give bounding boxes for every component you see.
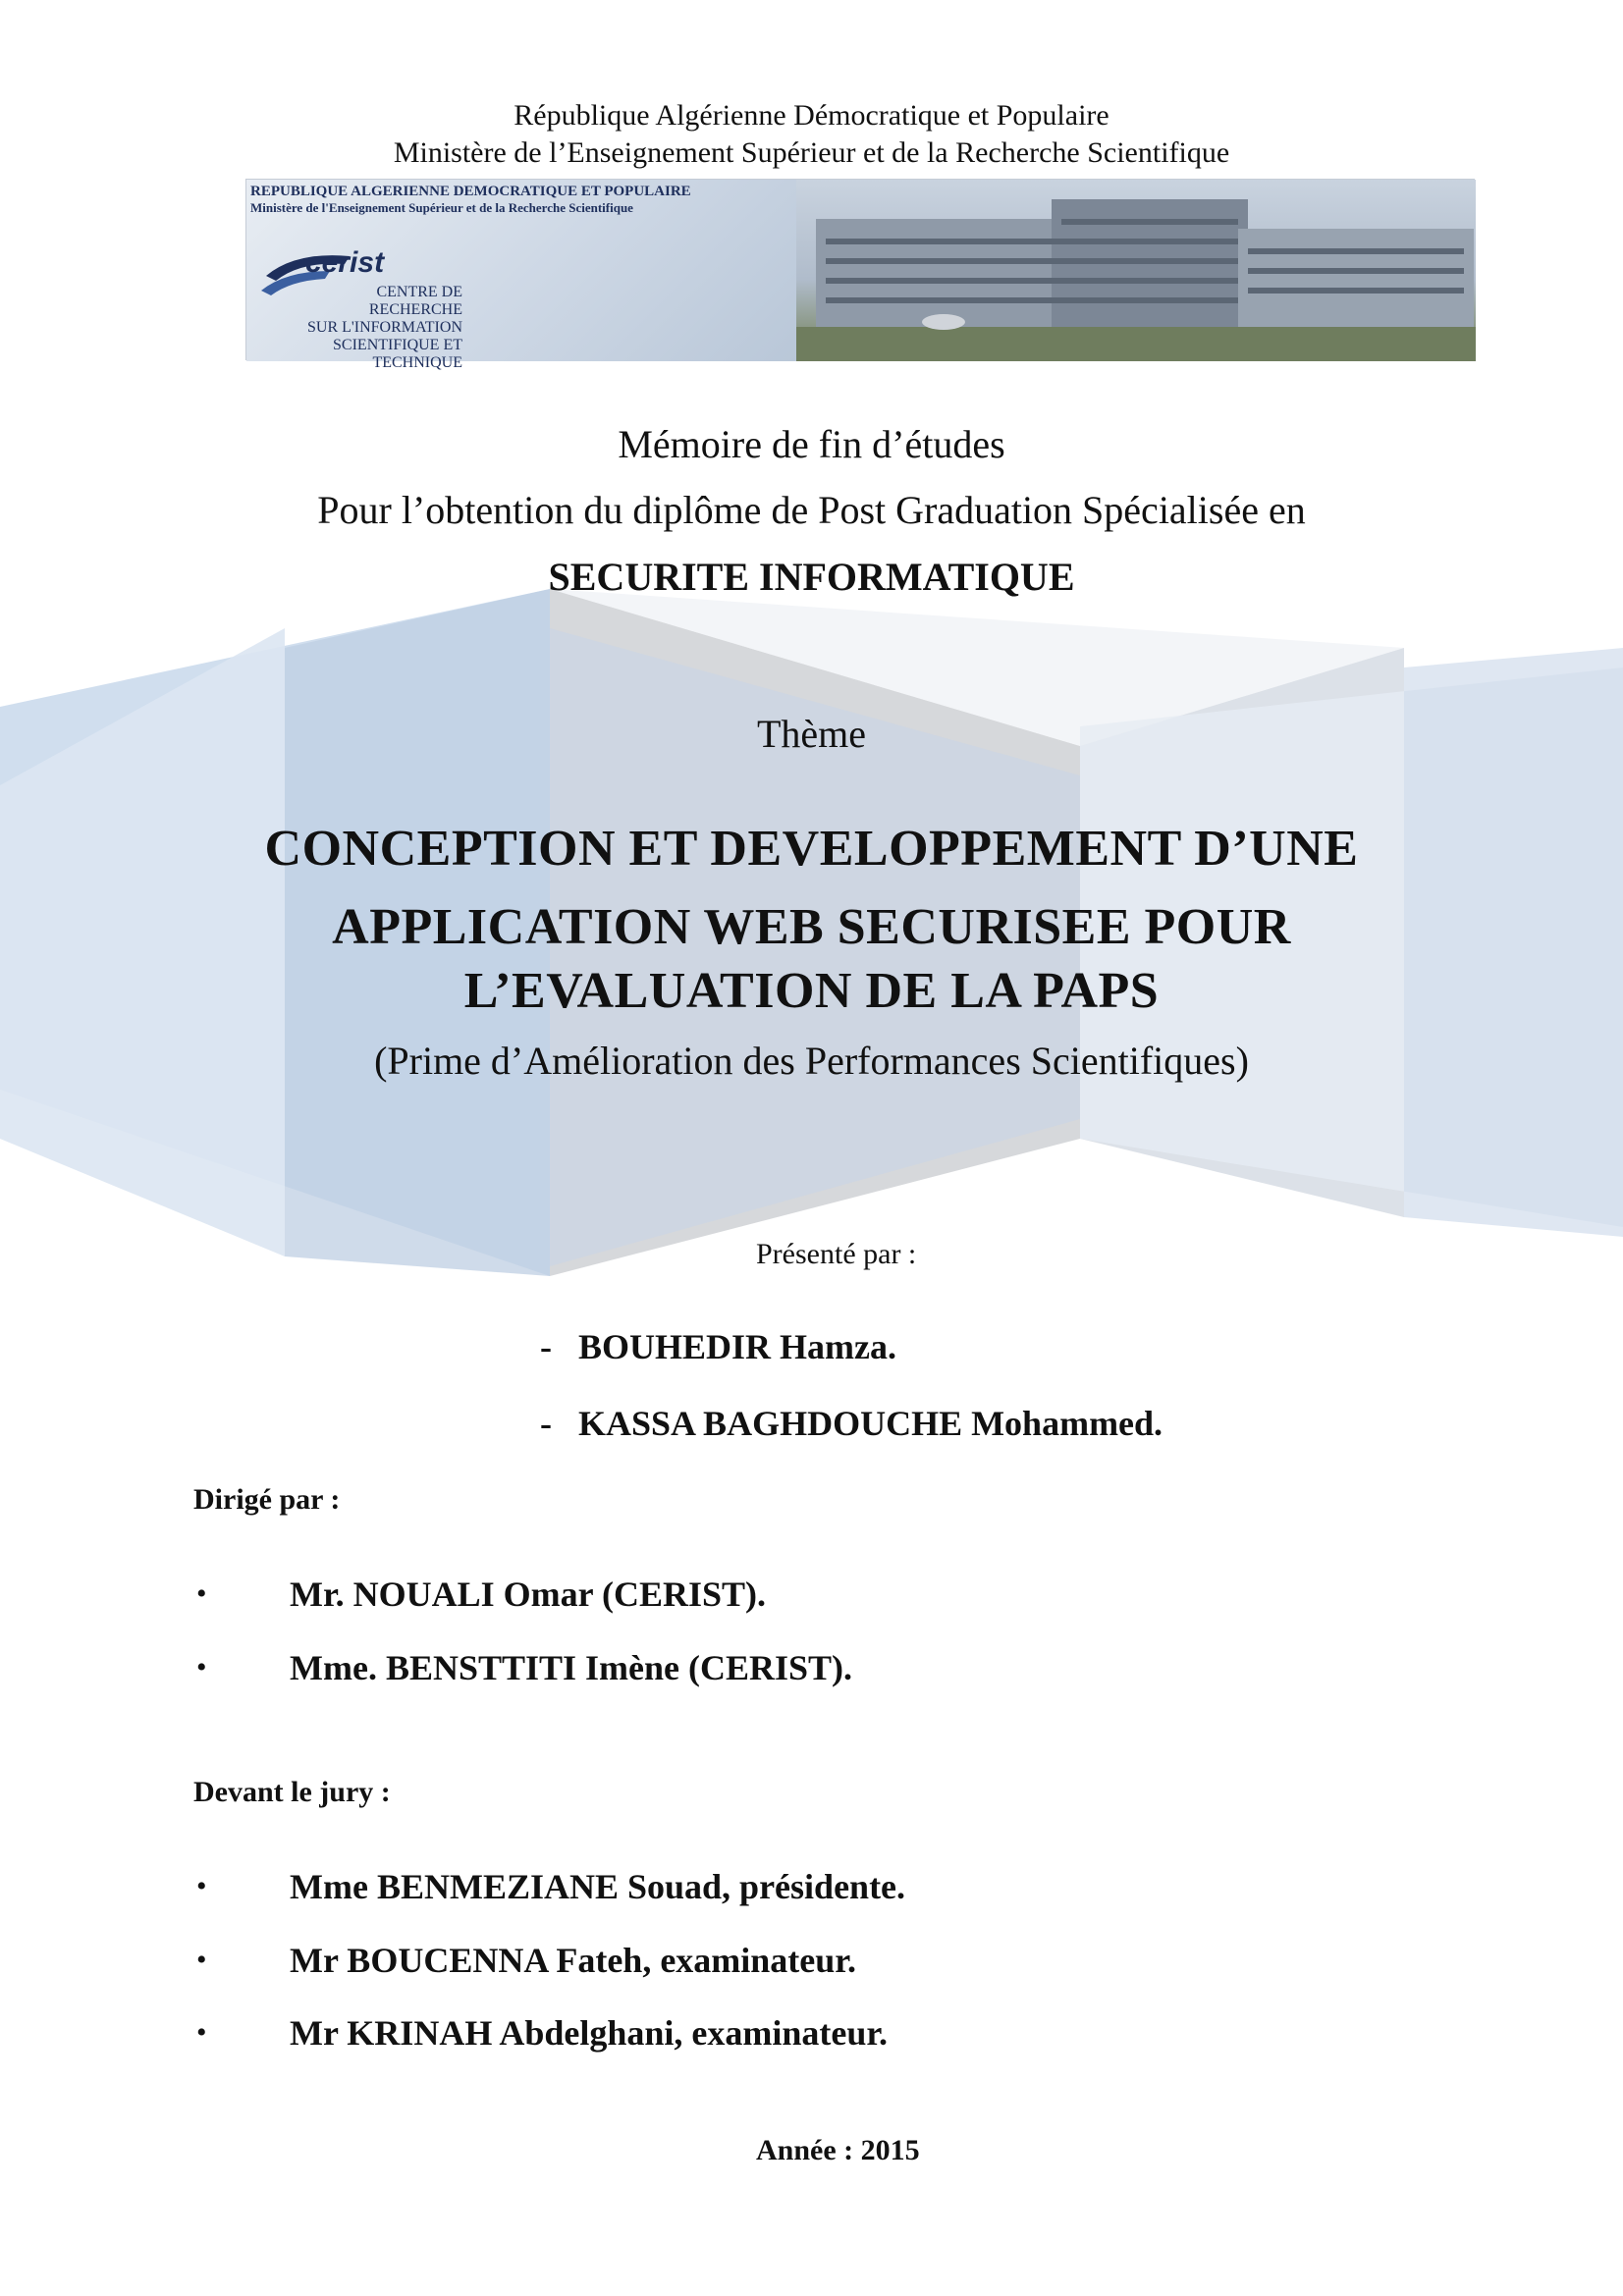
supervised-by-label: Dirigé par : [193, 1483, 341, 1516]
jury-member: Mme BENMEZIANE Souad, présidente. [290, 1867, 906, 1906]
thesis-subtitle: (Prime d’Amélioration des Performances Scientifiques) [374, 1039, 1249, 1083]
bullet-marker: • [196, 1577, 207, 1610]
banner-republic-text: REPUBLIQUE ALGERIENNE DEMOCRATIQUE ET POPULAIRE [250, 184, 691, 199]
banner-building-photo [796, 180, 1476, 361]
cerist-org-line1: CENTRE DE RECHERCHE [368, 284, 462, 318]
dash-marker: - [540, 1404, 552, 1443]
bullet-marker: • [196, 2016, 207, 2049]
theme-label: Thème [756, 712, 867, 756]
thesis-title-line3: L’EVALUATION DE LA PAPS [463, 963, 1160, 1019]
cerist-logo-word: cerist [305, 246, 385, 279]
jury-member: Mr BOUCENNA Fateh, examinateur. [290, 1941, 856, 1980]
jury-member: Mr KRINAH Abdelghani, examinateur. [290, 2013, 889, 2053]
supervisor-name: Mme. BENSTTITI Imène (CERIST). [290, 1648, 853, 1687]
presented-by-label: Présenté par : [756, 1238, 917, 1270]
memoire-line2: Pour l’obtention du diplôme de Post Graduation Spécialisée en [317, 488, 1306, 532]
dash-marker: - [540, 1327, 552, 1366]
thesis-title-line1: CONCEPTION ET DEVELOPPEMENT D’UNE [264, 821, 1359, 877]
header-republic: République Algérienne Démocratique et Populaire [514, 99, 1109, 132]
memoire-line1: Mémoire de fin d’études [618, 422, 1005, 466]
thesis-title-line2: APPLICATION WEB SECURISEE POUR [332, 899, 1291, 955]
cerist-banner-image [245, 179, 1475, 371]
bullet-marker: • [196, 1870, 207, 1902]
cerist-org-line2: SUR L'INFORMATION [306, 319, 462, 336]
jury-label: Devant le jury : [193, 1776, 391, 1808]
bullet-marker: • [196, 1651, 207, 1683]
building-illustration [796, 180, 1476, 361]
author-row [540, 1402, 1163, 1445]
banner-ministry-text: Ministère de l'Enseignement Supérieur et de la Recherche Scientifique [250, 200, 633, 215]
header-ministry: Ministère de l’Enseignement Supérieur et de la Recherche Scientifique [393, 136, 1230, 169]
cerist-org-name [296, 284, 462, 372]
supervisor-name: Mr. NOUALI Omar (CERIST). [290, 1575, 767, 1614]
author-name: KASSA BAGHDOUCHE Mohammed. [578, 1404, 1163, 1443]
bullet-marker: • [196, 1944, 207, 1976]
cerist-org-line3: SCIENTIFIQUE ET TECHNIQUE [333, 337, 462, 371]
author-name: BOUHEDIR Hamza. [578, 1327, 896, 1366]
specialite-title: SECURITE INFORMATIQUE [548, 555, 1075, 599]
year-label: Année : 2015 [756, 2134, 920, 2166]
author-row [540, 1325, 896, 1368]
